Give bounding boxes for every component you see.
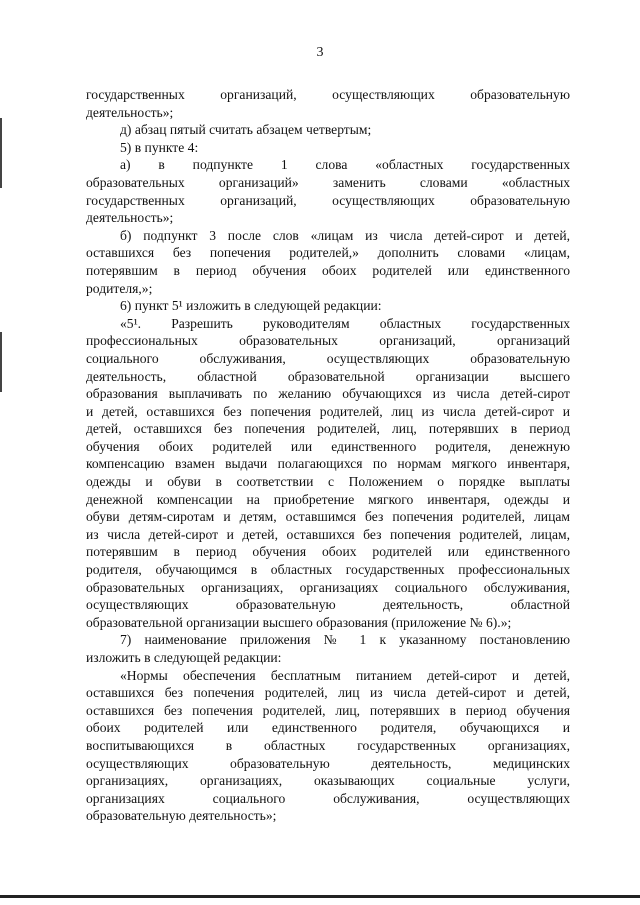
text-line: д) абзац пятый считать абзацем четвертым; bbox=[120, 122, 372, 138]
text-line: образовательной организации высшего образования (приложение № 6).»; bbox=[86, 614, 512, 630]
text-line: одежды и обуви в соответствии с Положением о порядке выплаты bbox=[86, 474, 570, 490]
page-number: 3 bbox=[316, 45, 324, 60]
text-line: 6) пункт 5¹ изложить в следующей редакции: bbox=[120, 298, 382, 314]
text-line: а) в подпункте 1 слова «областных государственных bbox=[120, 157, 570, 173]
text-line: деятельность, областной образовательной организации высшего bbox=[86, 368, 570, 384]
text-line: социального обслуживания, осуществляющих образовательную bbox=[86, 350, 570, 366]
text-line: потерявшим в период обучения обоих родителей или единственного bbox=[86, 544, 570, 560]
text-line: деятельность»; bbox=[86, 104, 174, 120]
text-line: б) подпункт 3 после слов «лицам из числа детей-сирот и детей, bbox=[120, 227, 570, 243]
text-line: 7) наименование приложения № 1 к указанному постановлению bbox=[120, 632, 570, 648]
text-line: организациях, организациях, оказывающих социальные услуги, bbox=[86, 773, 570, 789]
text-line: образовательную деятельность»; bbox=[86, 808, 277, 824]
text-line: оставшихся без попечения родителей,» дополнить словами «лицам, bbox=[86, 245, 570, 261]
text-line: осуществляющих образовательную деятельность, областной bbox=[86, 597, 570, 613]
text-line: образовательных организаций» заменить словами «областных bbox=[86, 174, 570, 190]
text-line: потерявшим в период обучения обоих родителей или единственного bbox=[86, 262, 570, 278]
text-line: образования выплачивать по желанию обучающихся из числа детей-сирот bbox=[86, 386, 570, 402]
text-line: воспитывающихся в областных государственных организациях, bbox=[86, 737, 570, 753]
text-line: оставшихся без попечения родителей, лиц, потерявших в период обучения bbox=[86, 702, 570, 718]
text-line: государственных организаций, осуществляющих образовательную bbox=[86, 192, 570, 208]
text-line: организациях социального обслуживания, осуществляющих bbox=[86, 790, 570, 806]
text-line: «Нормы обеспечения бесплатным питанием детей-сирот и детей, bbox=[120, 667, 570, 683]
text-line: компенсацию взамен выдачи полагающихся по нормам мягкого инвентаря, bbox=[86, 456, 570, 472]
text-line: родителя,»; bbox=[86, 280, 153, 296]
scan-edge-mark bbox=[0, 332, 2, 392]
text-line: обучения обоих родителей или единственного родителя, денежную bbox=[86, 438, 570, 454]
text-line: «5¹. Разрешить руководителям областных государственных bbox=[120, 315, 570, 331]
text-line: изложить в следующей редакции: bbox=[86, 650, 282, 665]
scan-bottom-edge bbox=[0, 895, 640, 898]
text-line: государственных организаций, осуществляющих образовательную bbox=[86, 87, 570, 102]
text-line: 5) в пункте 4: bbox=[120, 139, 199, 155]
text-line: осуществляющих образовательную деятельность, медицинских bbox=[86, 755, 570, 771]
document-body bbox=[86, 86, 570, 825]
text-line: и детей, оставшихся без попечения родителей, лиц из числа детей-сирот и bbox=[86, 403, 570, 419]
text-line: образовательных организациях, организациях социального обслуживания, bbox=[86, 579, 570, 595]
text-line: детей, оставшихся без попечения родителей, лиц, потерявших в период bbox=[86, 421, 570, 437]
text-line: обоих родителей или единственного родителя, обучающихся и bbox=[86, 720, 570, 736]
text-line: родителя, обучающимся в областных государственных профессиональных bbox=[86, 562, 570, 578]
text-line: оставшихся без попечения родителей, лиц из числа детей-сирот и детей, bbox=[86, 685, 570, 701]
scan-edge-mark bbox=[0, 118, 2, 188]
text-line: обуви детям-сиротам и детям, оставшимся без попечения родителей, лицам bbox=[86, 509, 570, 525]
text-line: денежной компенсации на приобретение мягкого инвентаря, одежды и bbox=[86, 491, 570, 507]
text-line: деятельность»; bbox=[86, 210, 174, 226]
text-line: из числа детей-сирот и детей, оставшихся без попечения родителей, лицам, bbox=[86, 526, 570, 542]
text-line: профессиональных образовательных организаций, организаций bbox=[86, 333, 570, 349]
